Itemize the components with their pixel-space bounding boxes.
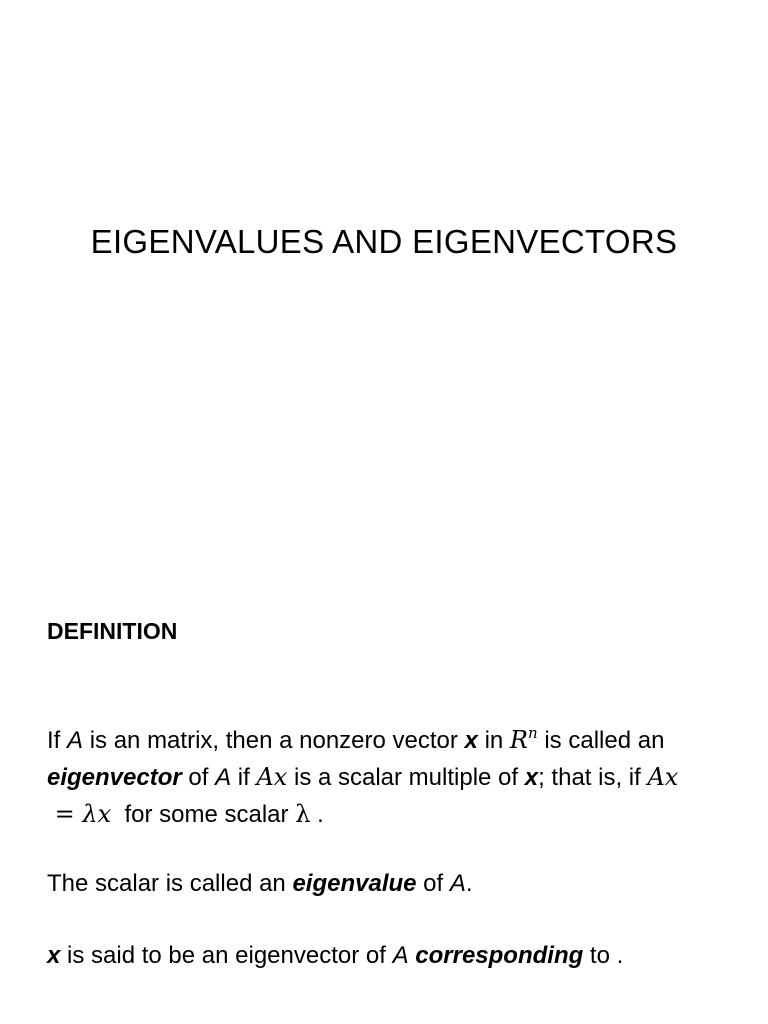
- space-symbol: [510, 726, 538, 754]
- vector-symbol: x: [47, 942, 61, 969]
- vector-symbol: x: [464, 727, 478, 754]
- math-equals: =: [47, 800, 83, 828]
- text-run: The scalar is called an: [47, 870, 293, 897]
- term-corresponding: corresponding: [415, 942, 584, 969]
- space-base: R: [509, 726, 528, 754]
- vector-symbol: x: [524, 764, 539, 791]
- text-run: is an matrix, then a nonzero vector: [83, 727, 465, 754]
- space-exponent: n: [528, 724, 538, 742]
- text-run: is called an: [537, 727, 665, 754]
- slide-title: EIGENVALUES AND EIGENVECTORS: [90, 223, 678, 260]
- text-run: ; that is, if: [538, 764, 648, 791]
- matrix-symbol: A: [449, 870, 466, 897]
- math-lambda-x: λx: [82, 800, 112, 828]
- definition-paragraph: [47, 722, 737, 833]
- text-run: to .: [583, 942, 624, 969]
- eigenvalue-paragraph: [47, 866, 737, 902]
- matrix-symbol: A: [392, 942, 409, 969]
- definition-heading: DEFINITION: [47, 618, 178, 644]
- text-run: of: [181, 764, 216, 791]
- matrix-symbol: A: [215, 764, 232, 791]
- matrix-symbol: A: [67, 727, 84, 754]
- text-run: if: [231, 764, 257, 791]
- text-run: .: [465, 870, 473, 897]
- term-eigenvector: eigenvector: [47, 764, 182, 791]
- text-run: in: [477, 727, 510, 754]
- text-run: of: [416, 870, 450, 897]
- math-lambda: λ: [295, 800, 311, 828]
- definition-slide: [0, 512, 768, 1024]
- text-run: is a scalar multiple of: [287, 764, 525, 791]
- text-run: If: [47, 727, 68, 754]
- text-run: for some scalar: [111, 801, 296, 828]
- text-run: is said to be an eigenvector of: [60, 942, 393, 969]
- math-ax: Ax: [256, 763, 288, 791]
- text-run: .: [310, 801, 324, 828]
- correspondence-paragraph: [47, 938, 737, 974]
- term-eigenvalue: eigenvalue: [292, 870, 417, 897]
- math-ax: Ax: [647, 763, 679, 791]
